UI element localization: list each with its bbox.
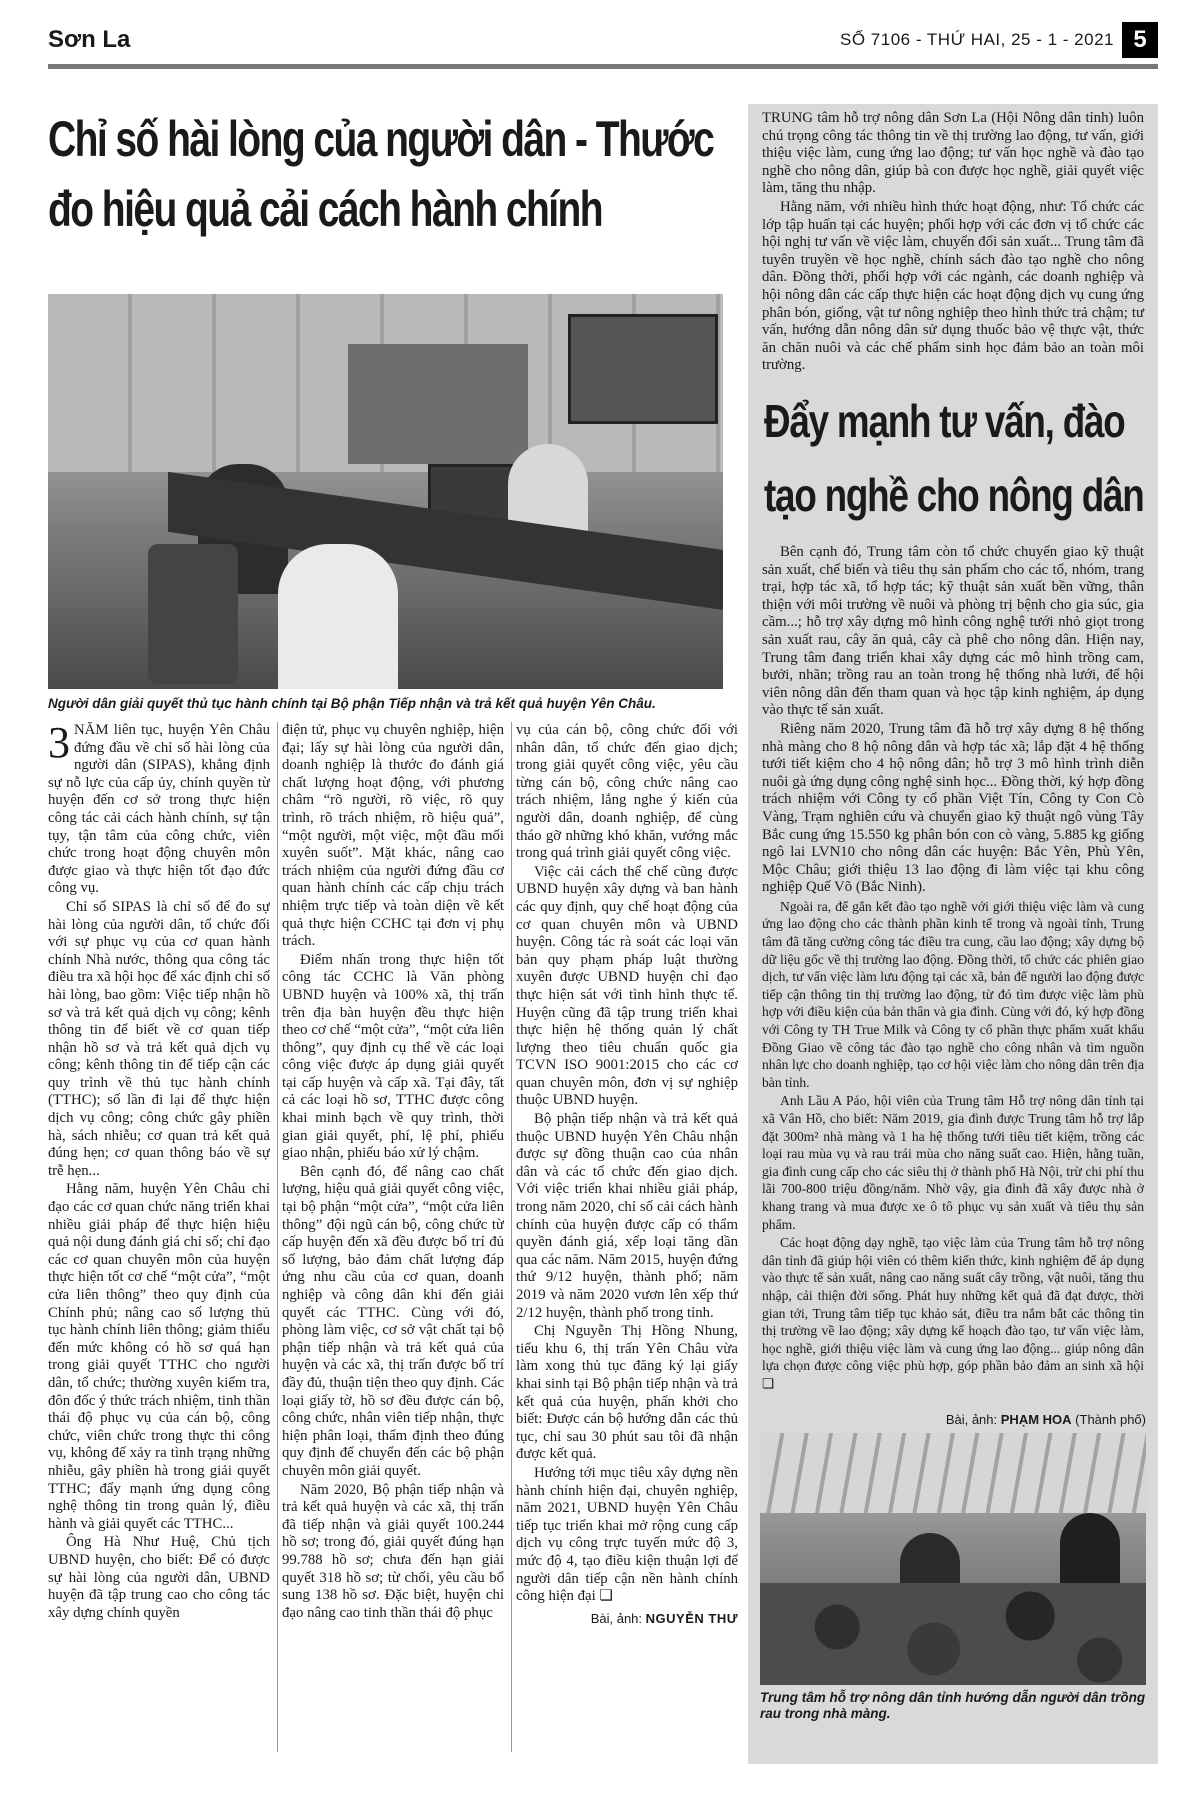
main-photo <box>48 294 723 689</box>
paragraph: điện tử, phục vụ chuyên nghiệp, hiện đại; lấy sự hài lòng của người dân, doanh nghiệp là thước đo đánh giá chất lượng hoạt động, với phương châm “rõ người, rõ việc, rõ quy trình, rõ trách nhiệm, rõ hiệu quả”, “một người, một việc, một đầu mối xuyên suốt”. Mặt khác, nâng cao trách nhiệm của người đứng đầu cơ quan hành chính các cấp chịu trách nhiệm trực tiếp và toàn diện về kết quả thực hiện CCHC tại đơn vị phụ trách. <box>282 722 504 950</box>
paragraph: Việc cải cách thể chế cũng được UBND huyện xây dựng và ban hành các quy định, quy chế hoạt động của cơ quan chuyên môn và UBND huyện. Công tác rà soát các loại văn bản quy phạm pháp luật thường xuyên được UBND huyện chỉ đạo thực hiện sát với tình hình thực tế. Huyện cũng đã tập trung triển khai thực hiện hệ thống quản lý chất lượng theo tiêu chuẩn quốc gia TCVN ISO 9001:2015 cho các cơ quan chuyên môn, đơn vị sự nghiệp thuộc UBND huyện. <box>516 863 738 1109</box>
paragraph: Bộ phận tiếp nhận và trả kết quả thuộc UBND huyện Yên Châu nhận được sự đồng thuận cao của nhân dân và các tổ chức đến giao dịch. Với việc triển khai nhiều giải pháp, trong năm 2020, chỉ số cải cách hành chính của huyện được cấp có thẩm quyền đánh giá, xếp loại tăng dần qua các năm. Năm 2015, huyện đứng thứ 9/12 huyện, thành phố; năm 2019 và năm 2020 vươn lên xếp thứ 2/12 huyện, thành phố trong tỉnh. <box>516 1111 738 1321</box>
section-name: Sơn La <box>48 26 131 53</box>
article-column-2 <box>282 722 504 1762</box>
right-article-body <box>748 544 1158 1394</box>
right-article-title: Đẩy mạnh tư vấn, đào tạo nghề cho nông dân <box>764 395 1144 521</box>
paragraph: TRUNG tâm hỗ trợ nông dân Sơn La (Hội Nông dân tỉnh) luôn chú trọng công tác thông tin về thị trường lao động, tư vấn, giới thiệu việc làm, cung ứng lao động; tư vấn học nghề và đào tạo nghề cho nông dân, giúp bà con được học nghề, giải quyết việc làm, tăng thu nhập. <box>762 110 1144 197</box>
issue-info: SỐ 7106 - THỨ HAI, 25 - 1 - 2021 <box>840 30 1114 49</box>
paragraph: Anh Lầu A Páo, hội viên của Trung tâm Hỗ trợ nông dân tỉnh tại xã Vân Hồ, cho biết: Năm 2019, gia đình được Trung tâm hỗ trợ lắp đặt 300m² nhà màng và 1 ha hệ thống tưới tiêu tiết kiệm, trồng các loại rau mùa vụ và rau trái mùa cho năng suất cao. Hiện, hằng tuần, gia đình cung cấp cho các siêu thị ở thành phố Hà Nội, trừ chi phí thu lãi 700-800 triệu đồng/năm. Nhờ vậy, gia đình đã xây được nhà ở khang trang và mua được xe ô tô phục vụ sản xuất và tiêu thụ sản phẩm. <box>762 1093 1144 1232</box>
paragraph: Bên cạnh đó, Trung tâm còn tổ chức chuyển giao kỹ thuật sản xuất, chế biến và tiêu thụ sản phẩm cho các tổ, nhóm, trang trại, hợp tác xã, tổ hợp tác; kỹ thuật sản xuất bền vững, thân thiện với môi trường về nuôi và phòng trị bệnh cho gia súc, gia cầm...; hỗ trợ xây dựng mô hình công nghệ tưới nhỏ giọt trong sản xuất rau, cây ăn quả, cây cà phê cho nông dân. Hiện nay, Trung tâm đang triển khai xây dựng các mô hình trồng cam, bưởi, nhãn; trồng rau an toàn trong hệ thống nhà lưới, để hội viên nông dân đến tham quan và học tập kinh nghiệm, áp dụng vào thực tế sản xuất. <box>762 544 1144 719</box>
paragraph: Ông Hà Như Huệ, Chủ tịch UBND huyện, cho biết: Để có được sự hài lòng của người dân, UBND huyện đã tập trung cao cho công tác xây dựng chính quyền <box>48 1534 270 1621</box>
paragraph: Hằng năm, huyện Yên Châu chỉ đạo các cơ quan chức năng triển khai nhiều giải pháp để thực hiện hiệu quả nội dung đánh giá chỉ số; chỉ đạo các cơ quan chuyên môn của huyện thực hiện tốt cơ chế “một cửa”, “một cửa liên thông” theo quy định của Chính phủ; nâng cao số lượng thủ tục hành chính liên thông; giảm thiểu đến mức không có hồ sơ quá hạn trong giải quyết TTHC cho người dân, tổ chức; thường xuyên kiểm tra, đôn đốc ý thức trách nhiệm, tinh thần thái độ phục vụ của cán bộ, công chức, viên chức trong thực thi công vụ, không để xảy ra tình trạng những nhiễu, gây phiền hà trong giải quyết TTHC; đẩy mạnh ứng dụng công nghệ thông tin trong quản lý, điều hành và giải quyết các TTHC... <box>48 1181 270 1532</box>
paragraph: Điểm nhấn trong thực hiện tốt công tác CCHC là Văn phòng UBND huyện và 100% xã, thị trấn trên địa bàn huyện đều thực hiện theo cơ chế “một cửa”, “một cửa liên thông”, quy định cụ thể về các loại công việc được áp dụng giải quyết tại cấp huyện và cấp xã. Tại đây, tất cả các loại hồ sơ, TTHC được công khai minh bạch về quy trình, thời gian giải quyết, phí, lệ phí, phiếu giao nhận, phiếu báo xử lý chậm. <box>282 951 504 1162</box>
left-article-body <box>48 722 738 1762</box>
paragraph: Hằng năm, với nhiều hình thức hoạt động, như: Tổ chức các lớp tập huấn tại các huyện; phối hợp với các đơn vị tổ chức các hội nghị tư vấn về việc làm, chuyển đổi sản xuất... Trung tâm đã tuyên truyền về học nghề, chính sách đào tạo nghề cho nông dân. Đồng thời, phối hợp với các ngành, các doanh nghiệp và hội nông dân các cấp thực hiện các hoạt động dịch vụ cung ứng phân bón, giống, vật tư nông nghiệp theo hình thức trả chậm; tư vấn, hướng dẫn nông dân sử dụng thuốc bảo vệ thực vật, thức ăn chăn nuôi và các chế phẩm sinh học đảm bảo an toàn môi trường. <box>762 198 1144 374</box>
header-rule <box>48 64 1158 69</box>
page-header <box>48 18 1158 70</box>
paragraph: Hướng tới mục tiêu xây dựng nền hành chính hiện đại, chuyên nghiệp, năm 2021, UBND huyện Yên Châu tiếp tục triển khai mở rộng cung cấp dịch vụ công trực tuyến mức độ 3, mức độ 4, tạo điều kiện thuận lợi để người dân tiếp cận nền hành chính công hiện đại ❏ <box>516 1464 738 1605</box>
right-article-byline: Bài, ảnh: PHẠM HOA (Thành phố) <box>945 1412 1146 1427</box>
paragraph: Riêng năm 2020, Trung tâm đã hỗ trợ xây dựng 8 hệ thống nhà màng cho 8 hộ nông dân và hợp tác xã; lắp đặt 4 hệ thống tưới tiết kiệm cho 4 hộ nông dân; hỗ trợ 3 mô hình trình diễn nuôi gà ứng dụng công nghệ sinh học... Đồng thời, ký hợp đồng trách nhiệm với Công ty cổ phần Việt Tín, Công ty Con Cò Vàng, Trạm nghiên cứu và chuyển giao kỹ thuật ngô vùng Tây Bắc cung ứng 15.550 kg phân bón con cò vàng, 5.885 kg giống ngô lai LVN10 cho nông dân các huyện: Bắc Yên, Phù Yên, Mộc Châu; giới thiệu 13 lao động đi làm việc tại khu công nghiệp Quế Võ (Bắc Ninh). <box>762 720 1144 896</box>
paragraph: Bên cạnh đó, để nâng cao chất lượng, hiệu quả giải quyết công việc, tại bộ phận “một cửa”, “một cửa liên thông” đội ngũ cán bộ, công chức từ cấp huyện đến xã đều được bố trí đủ số lượng, bảo đảm chất lượng đáp ứng nhu cầu của cơ quan, doanh nghiệp và công dân khi đến giải quyết các TTHC. Cùng với đó, phòng làm việc, cơ sở vật chất tại bộ phận tiếp nhận và trả kết quả của huyện và các xã, thị trấn được bố trí đầy đủ, thuận tiện theo quy định. Các loại giấy tờ, hồ sơ đều được cán bộ, công chức, nhân viên tiếp nhận, thực hiện phân loại, thẩm định theo đúng quy định để chuyển đến các bộ phận chuyên môn giải quyết. <box>282 1163 504 1479</box>
paragraph: Chị Nguyễn Thị Hồng Nhung, tiểu khu 6, thị trấn Yên Châu vừa làm xong thủ tục đăng ký lại giấy khai sinh tại Bộ phận tiếp nhận và trả kết quả của huyện, phấn khởi cho biết: Được cán bộ hướng dẫn các thủ tục, chỉ sau 30 phút sau tôi đã nhận được kết quả. <box>516 1323 738 1463</box>
page-number: 5 <box>1122 22 1158 58</box>
left-article-title: Chỉ số hài lòng của người dân - Thước đo hiệu quả cải cách hành chính <box>48 111 714 237</box>
paragraph: 3 NĂM liên tục, huyện Yên Châu đứng đầu về chỉ số hài lòng của người dân (SIPAS), khẳng định sự nỗ lực của cấp ủy, chính quyền từ huyện đến cơ sở trong thực hiện công tác cải cách hành chính, sự tận tụy, tận tâm của công chức, viên chức trong hoạt động chuyên môn được giao và thực hiện tốt đạo đức công vụ. <box>48 722 270 897</box>
paragraph: Các hoạt động dạy nghề, tạo việc làm của Trung tâm hỗ trợ nông dân tỉnh đã giúp hội viên có thêm kiến thức, kinh nghiệm để áp dụng vào thực tế sản xuất, nâng cao năng suất cây trồng, vật nuôi, tăng thu nhập, cải thiện đời sống. Phát huy những kết quả đã đạt được, thời gian tới, Trung tâm tiếp tục khảo sát, điều tra nắm bắt các thông tin thị trường về lao động; xây dựng kế hoạch đào tạo, tư vấn việc làm, học nghề, giới thiệu việc làm và cung ứng lao động... giúp nông dân lựa chọn được công việc phù hợp, góp phần bảo đảm an sinh xã hội ❏ <box>762 1235 1144 1391</box>
paragraph: vụ của cán bộ, công chức đối với nhân dân, tổ chức đến giao dịch; trong giải quyết công việc, yêu cầu từng cán bộ, công chức nâng cao trách nhiệm, lắng nghe ý kiến của người dân, doanh nghiệp, để cùng tháo gỡ những khó khăn, vướng mắc trong quá trình giải quyết công việc. <box>516 722 738 862</box>
paragraph: Chỉ số SIPAS là chỉ số để đo sự hài lòng của người dân, tổ chức đối với sự phục vụ của cơ quan hành chính Nhà nước, thông qua công tác điều tra xã hội học để xác định chỉ số hài lòng, bao gồm: Việc tiếp nhận hồ sơ và trả kết quả dịch vụ công; kênh thông tin để biết về cơ quan tiếp nhận hồ sơ và trả kết quả dịch vụ công; kênh thông tin để tiếp cận các quy trình về thủ tục hành chính (TTHC); số lần đi lại để thực hiện dịch vụ công; công chức gây phiền hà, sách nhiễu; cơ quan trả kết quả đúng hẹn; cơ quan thông báo về sự trễ hẹn... <box>48 898 270 1179</box>
greenhouse-photo <box>760 1433 1146 1685</box>
paragraph: Ngoài ra, để gắn kết đào tạo nghề với giới thiệu việc làm và cung ứng lao động cho các thành phần kinh tế trong và ngoài tỉnh, Trung tâm đã tăng cường công tác điều tra cung, cầu lao động; xây dựng bộ dữ liệu gốc về thị trường lao động. Đồng thời, tổ chức các phiên giao dịch, tư vấn việc làm lưu động tại các xã, bản để người lao động được tiếp cận thông tin thị trường lao động, từ đó tìm được việc làm phù hợp với điều kiện của bản thân và gia đình. Cùng với đó, ký hợp đồng với Công ty TH True Milk và Công ty cổ phần thực phẩm xuất khẩu Đồng Giao về công tác đào tạo nghề cho công nhân và tìm nguồn nhân lực cho doanh nghiệp, tạo cơ hội việc làm cho nông dân trên địa bàn tỉnh. <box>762 898 1144 1090</box>
drop-cap: 3 <box>48 722 70 767</box>
right-article-intro <box>748 110 1158 376</box>
left-article-byline: Bài, ảnh: NGUYỄN THƯ <box>590 1610 738 1626</box>
main-photo-caption: Người dân giải quyết thủ tục hành chính tại Bộ phận Tiếp nhận và trả kết quả huyện Yên Châu. <box>48 696 656 711</box>
paragraph: Năm 2020, Bộ phận tiếp nhận và trả kết quả huyện và các xã, thị trấn đã tiếp nhận và giải quyết 100.244 hồ sơ; trong đó, giải quyết đúng hạn 99.788 hồ sơ; chưa đến hạn giải quyết 318 hồ sơ; từ chối, yêu cầu bổ sung 138 hồ sơ. Đặc biệt, huyện chỉ đạo nâng cao tinh thần thái độ phục <box>282 1481 504 1621</box>
greenhouse-photo-caption: Trung tâm hỗ trợ nông dân tỉnh hướng dẫn người dân trồng rau trong nhà màng. <box>760 1690 1146 1721</box>
article-column-3 <box>516 722 738 1762</box>
article-column-1 <box>48 722 270 1762</box>
